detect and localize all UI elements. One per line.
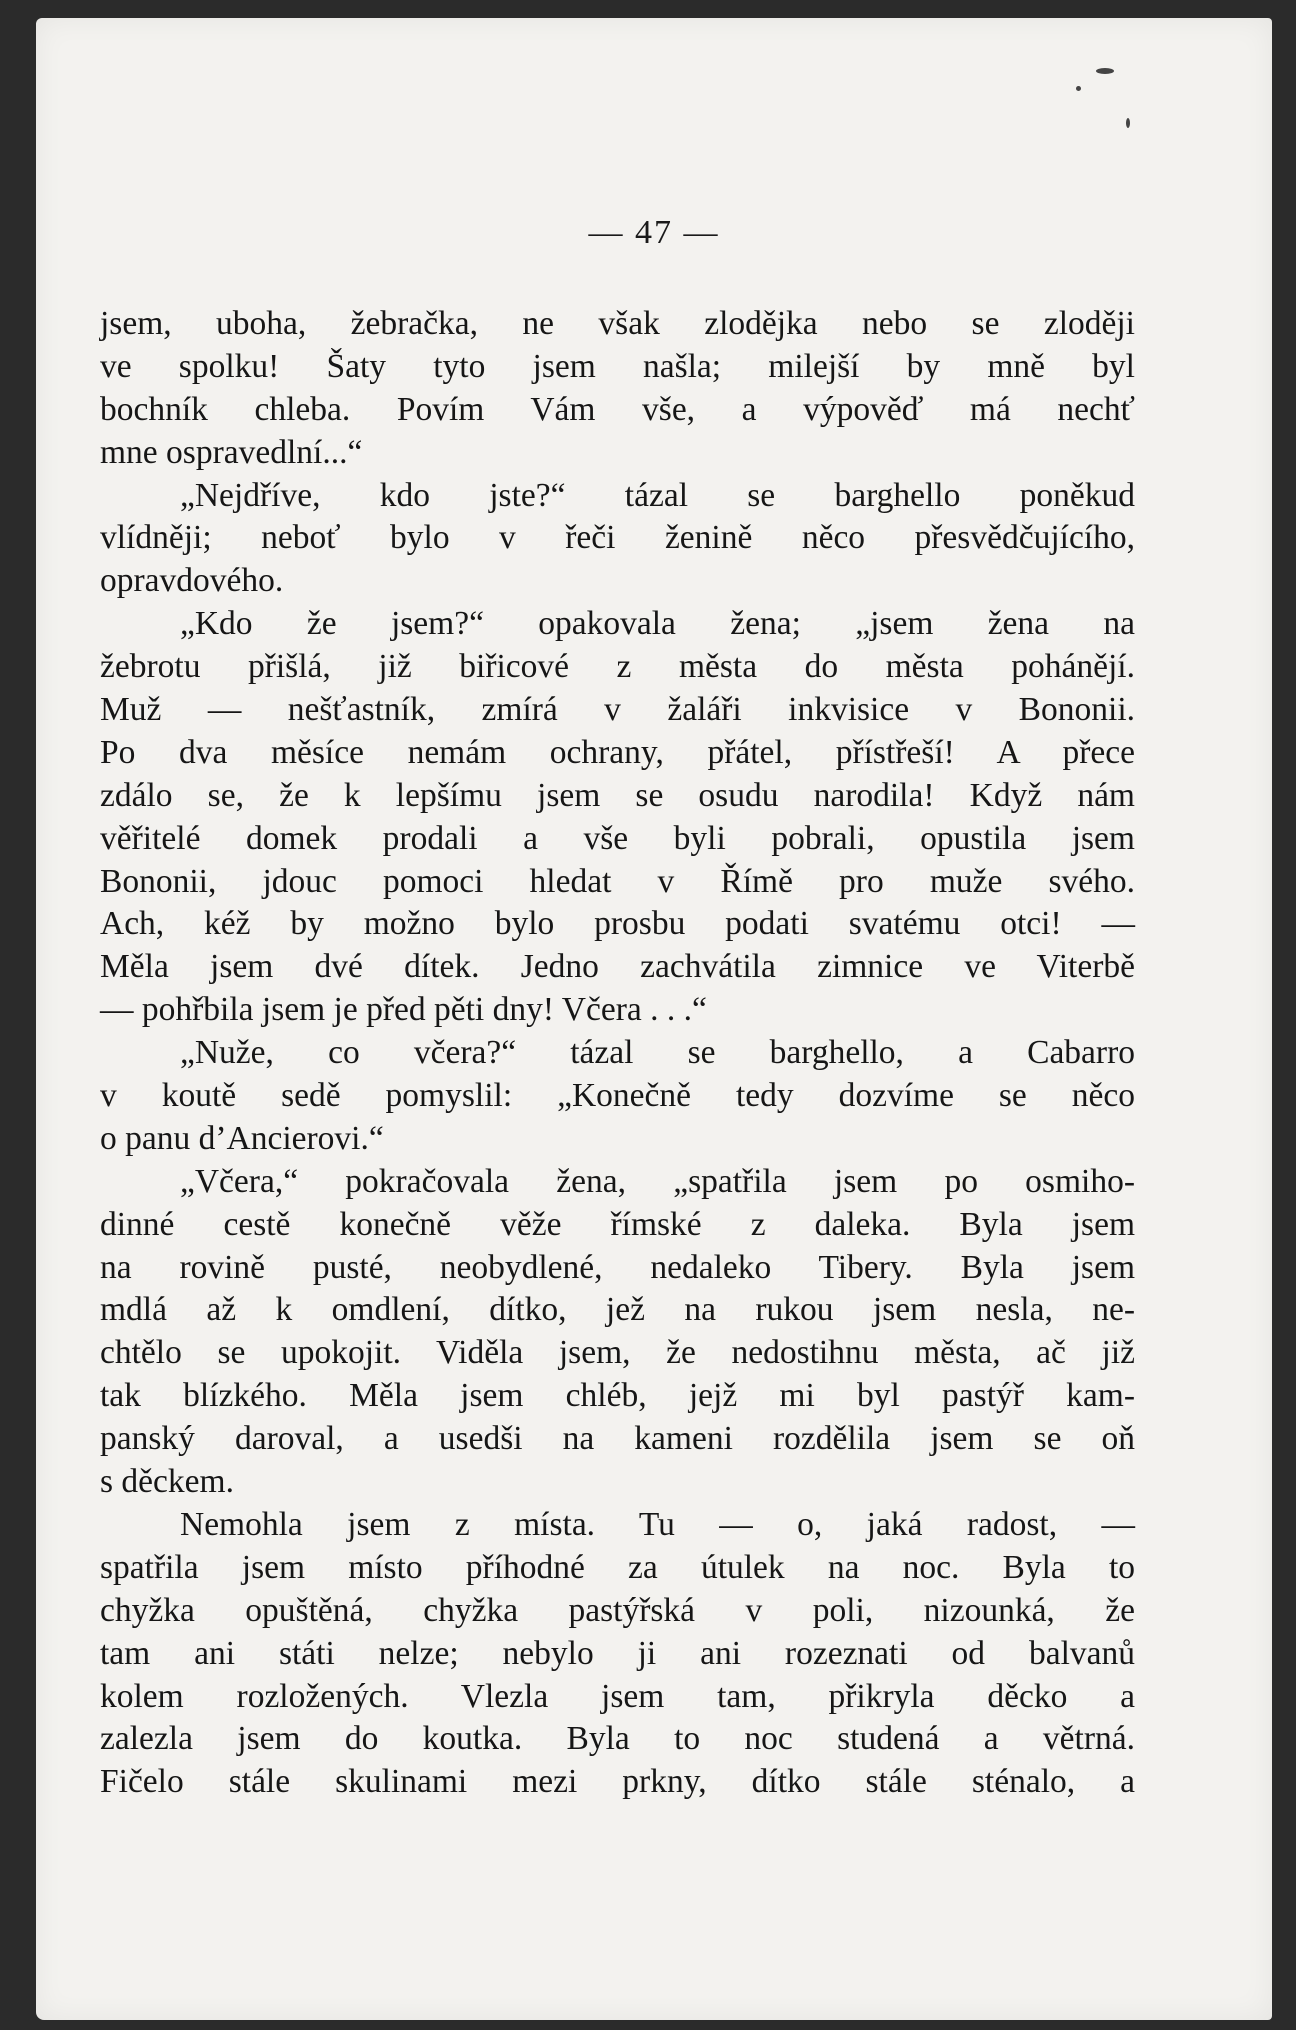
text-line: ve spolku! Šaty tyto jsem našla; milejší by mně byl [100,347,1135,385]
text-line: chtělo se upokojit. Viděla jsem, že nedostihnu města, ač již [100,1334,1135,1372]
text-line: „Nuže, co včera?“ tázal se barghello, a Cabarro [180,1034,1135,1072]
body-text [100,303,1135,1804]
text-line: Muž — nešťastník, zmírá v žaláři inkvisice v Bononii. [100,691,1135,729]
text-line: bochník chleba. Povím Vám vše, a výpověď má nechť [100,390,1135,428]
page-number: — 47 — [588,214,720,251]
text-line: mdlá až k omdlení, dítko, jež na rukou jsem nesla, ne- [100,1291,1135,1329]
text-line: žebrotu přišlá, již biřicové z města do města pohánějí. [100,648,1135,686]
text-line: zalezla jsem do koutka. Byla to noc studená a větrná. [100,1720,1135,1758]
text-line: Měla jsem dvé dítek. Jedno zachvátila zimnice ve Viterbě [100,948,1135,986]
text-line: „Včera,“ pokračovala žena, „spatřila jsem po osmiho- [180,1162,1135,1200]
text-line: kolem rozložených. Vlezla jsem tam, přikryla děcko a [100,1677,1135,1715]
text-line: „Nejdříve, kdo jste?“ tázal se barghello poněkud [180,476,1135,514]
text-line: na rovině pusté, neobydlené, nedaleko Tibery. Byla jsem [100,1248,1135,1286]
text-line: Bononii, jdouc pomoci hledat v Římě pro muže svého. [100,862,1135,900]
text-line: Nemohla jsem z místa. Tu — o, jaká radost, — [180,1505,1135,1543]
text-line: vlídněji; neboť bylo v řeči ženině něco přesvědčujícího, [100,519,1135,557]
ink-speck [1096,68,1114,74]
text-line: chyžka opuštěná, chyžka pastýřská v poli, nizounká, že [100,1591,1135,1629]
paper-sheet [36,18,1272,2020]
text-line: panský daroval, a usedši na kameni rozdělila jsem se oň [100,1420,1135,1458]
text-line: spatřila jsem místo příhodné za útulek na noc. Byla to [100,1548,1135,1586]
text-line: o panu d’Ancierovi.“ [100,1119,384,1157]
text-line: opravdového. [100,562,284,600]
text-line: Ach, kéž by možno bylo prosbu podati svatému otci! — [100,905,1135,943]
text-line: s děckem. [100,1463,234,1501]
text-line: — pohřbila jsem je před pěti dny! Včera . . .“ [100,991,707,1029]
text-line: zdálo se, že k lepšímu jsem se osudu narodila! Když nám [100,776,1135,814]
text-line: jsem, uboha, žebračka, ne však zlodějka nebo se zloději [100,305,1135,342]
text-line: dinné cestě konečně věže římské z daleka. Byla jsem [100,1205,1135,1243]
text-line: v koutě sedě pomyslil: „Konečně tedy dozvíme se něco [100,1077,1135,1115]
text-line: Fičelo stále skulinami mezi prkny, dítko stále sténalo, a [100,1763,1135,1801]
text-line: věřitelé domek prodali a vše byli pobrali, opustila jsem [100,819,1135,857]
text-line: mne ospravedlní...“ [100,433,363,471]
text-line: tak blízkého. Měla jsem chléb, jejž mi byl pastýř kam- [100,1377,1135,1415]
ink-speck [1126,118,1130,128]
ink-speck [1076,86,1081,91]
text-line: „Kdo že jsem?“ opakovala žena; „jsem žena na [180,605,1135,643]
text-line: Po dva měsíce nemám ochrany, přátel, přístřeší! A přece [100,733,1135,771]
text-line: tam ani státi nelze; nebylo ji ani rozeznati od balvanů [100,1634,1135,1672]
